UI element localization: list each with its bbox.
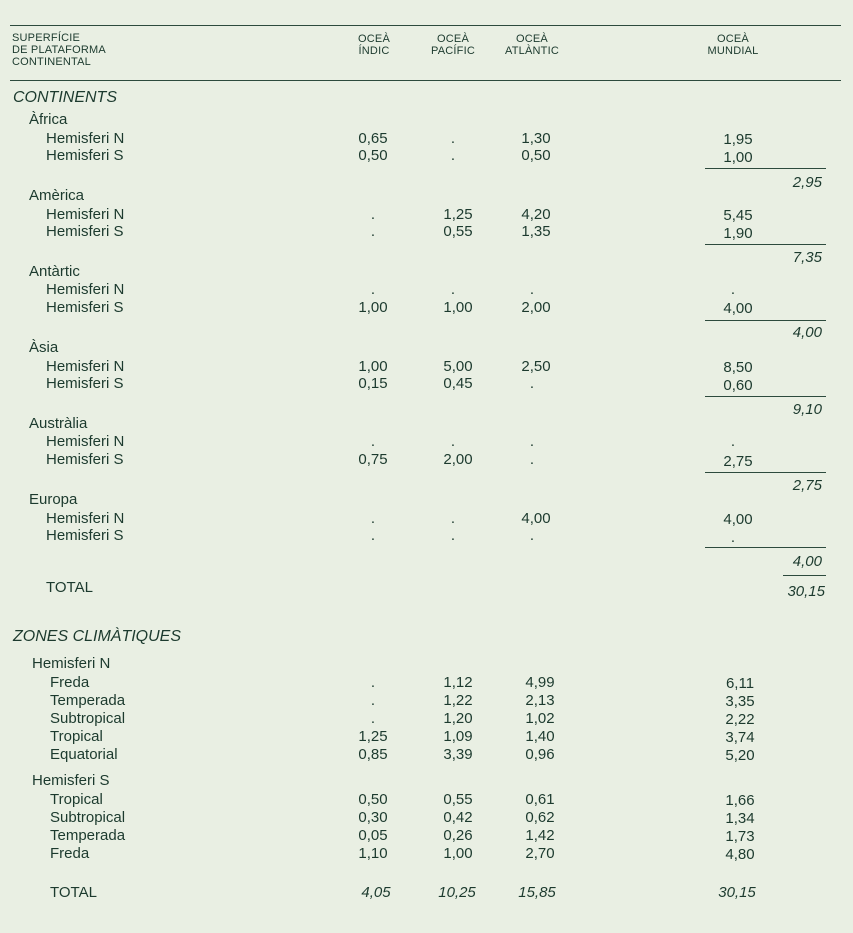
cell-mundial: 3,74 xyxy=(725,729,755,746)
cell-atlantic: 0,62 xyxy=(525,809,555,826)
cell-atlantic: . xyxy=(529,527,535,544)
subtotal-rule xyxy=(705,547,826,548)
cell-indic: 1,00 xyxy=(358,358,388,375)
row-label: Hemisferi S xyxy=(46,527,124,544)
cell-atlantic: 0,50 xyxy=(521,147,551,164)
row-label: Temperada xyxy=(50,692,126,709)
cell-indic: . xyxy=(370,281,376,298)
row-label: Freda xyxy=(50,674,90,691)
cell-indic: 0,30 xyxy=(358,809,388,826)
cell-atlantic: 2,70 xyxy=(525,845,555,862)
cell-indic: . xyxy=(370,674,376,691)
group-name: Àsia xyxy=(29,339,59,356)
header-surface-label: SUPERFÍCIE DE PLATAFORMA CONTINENTAL xyxy=(12,32,106,68)
cell-mundial: 4,00 xyxy=(723,300,753,317)
subtotal-value: 4,00 xyxy=(792,324,822,341)
section-title-continents: CONTINENTS xyxy=(13,89,117,106)
cell-mundial: 0,60 xyxy=(723,377,753,394)
cell-mundial: 6,11 xyxy=(725,675,755,692)
cell-indic: . xyxy=(370,527,376,544)
cell-mundial: 1,34 xyxy=(725,810,755,827)
cell-atlantic: 0,96 xyxy=(525,746,555,763)
row-label: Hemisferi S xyxy=(46,223,124,240)
row-label: Hemisferi S xyxy=(46,451,124,468)
cell-mundial: 1,00 xyxy=(723,149,753,166)
cell-atlantic: . xyxy=(529,375,535,392)
cell-mundial: . xyxy=(730,281,736,298)
cell-pacific: 3,39 xyxy=(443,746,473,763)
cell-pacific: 0,42 xyxy=(443,809,473,826)
subtotal-rule xyxy=(705,320,826,321)
group-name: Hemisferi N xyxy=(32,655,111,672)
cell-atlantic: 1,42 xyxy=(525,827,555,844)
subtotal-rule xyxy=(705,244,826,245)
cell-atlantic: 2,13 xyxy=(525,692,555,709)
cell-atlantic: 4,00 xyxy=(521,510,551,527)
cell-mundial: 4,00 xyxy=(723,511,753,528)
row-label: Hemisferi N xyxy=(46,358,125,375)
cell-indic: 0,65 xyxy=(358,130,388,147)
cell-mundial: 1,73 xyxy=(725,828,755,845)
cell-pacific: 1,00 xyxy=(443,845,473,862)
group-name: Àfrica xyxy=(29,111,68,128)
cell-atlantic: . xyxy=(529,433,535,450)
cell-mundial: 1,95 xyxy=(723,131,753,148)
cell-pacific: . xyxy=(450,147,456,164)
cell-indic: . xyxy=(370,206,376,223)
section-title-zones: ZONES CLIMÀTIQUES xyxy=(13,628,182,645)
cell-pacific: 1,00 xyxy=(443,299,473,316)
cell-pacific: 1,22 xyxy=(443,692,473,709)
cell-pacific: 0,45 xyxy=(443,375,473,392)
cell-pacific: 1,12 xyxy=(443,674,473,691)
cell-indic: 0,05 xyxy=(358,827,388,844)
subtotal-value: 2,75 xyxy=(792,477,822,494)
row-label: Tropical xyxy=(50,728,103,745)
cell-atlantic: 1,30 xyxy=(521,130,551,147)
header-pacific: OCEÀ PACÍFIC xyxy=(431,33,475,57)
cell-pacific: . xyxy=(450,281,456,298)
cell-atlantic: 4,20 xyxy=(521,206,551,223)
cell-mundial: 5,20 xyxy=(725,747,755,764)
cell-pacific: . xyxy=(450,433,456,450)
cell-mundial: 1,90 xyxy=(723,225,753,242)
group-name: Amèrica xyxy=(29,187,85,204)
cell-indic: 0,15 xyxy=(358,375,388,392)
cell-indic: 0,75 xyxy=(358,451,388,468)
cell-atlantic: . xyxy=(529,451,535,468)
cell-pacific: 1,25 xyxy=(443,206,473,223)
subtotal-rule xyxy=(705,472,826,473)
cell-atlantic: 1,02 xyxy=(525,710,555,727)
cell-indic: . xyxy=(370,433,376,450)
total-label: TOTAL xyxy=(46,579,93,596)
cell-pacific: 5,00 xyxy=(443,358,473,375)
cell-indic: 0,50 xyxy=(358,147,388,164)
row-label: Subtropical xyxy=(50,710,126,727)
row-label: Equatorial xyxy=(50,746,118,763)
cell-atlantic: 1,35 xyxy=(521,223,551,240)
cell-pacific: . xyxy=(450,510,456,527)
cell-indic: . xyxy=(370,223,376,240)
cell-mundial: 2,75 xyxy=(723,453,753,470)
cell-pacific: 1,09 xyxy=(443,728,473,745)
row-label: Freda xyxy=(50,845,90,862)
header-bottom-rule xyxy=(10,80,841,81)
total-indic: 4,05 xyxy=(361,884,391,901)
cell-atlantic: . xyxy=(529,281,535,298)
header-indic: OCEÀ ÍNDIC xyxy=(358,33,390,57)
row-label: Hemisferi S xyxy=(46,299,124,316)
cell-indic: . xyxy=(370,510,376,527)
cell-atlantic: 2,00 xyxy=(521,299,551,316)
cell-indic: . xyxy=(370,710,376,727)
subtotal-value: 9,10 xyxy=(792,401,822,418)
row-label: Hemisferi N xyxy=(46,206,125,223)
row-label: Subtropical xyxy=(50,809,126,826)
total-atlantic: 15,85 xyxy=(518,884,556,901)
row-label: Tropical xyxy=(50,791,103,808)
group-name: Europa xyxy=(29,491,78,508)
row-label: Hemisferi N xyxy=(46,510,125,527)
cell-pacific: 2,00 xyxy=(443,451,473,468)
row-label: Hemisferi N xyxy=(46,433,125,450)
cell-indic: 1,25 xyxy=(358,728,388,745)
cell-pacific: 0,55 xyxy=(443,791,473,808)
row-label: Hemisferi S xyxy=(46,147,124,164)
row-label: Hemisferi S xyxy=(46,375,124,392)
cell-atlantic: 4,99 xyxy=(525,674,555,691)
group-name: Antàrtic xyxy=(29,263,80,280)
cell-atlantic: 1,40 xyxy=(525,728,555,745)
row-label: Temperada xyxy=(50,827,126,844)
row-label: Hemisferi N xyxy=(46,281,125,298)
cell-mundial: 4,80 xyxy=(725,846,755,863)
cell-indic: . xyxy=(370,692,376,709)
row-label: Hemisferi N xyxy=(46,130,125,147)
header-atlantic: OCEÀ ATLÀNTIC xyxy=(505,33,559,57)
cell-indic: 1,00 xyxy=(358,299,388,316)
total-mundial: 30,15 xyxy=(718,884,756,901)
cell-mundial: 5,45 xyxy=(723,207,753,224)
subtotal-value: 7,35 xyxy=(792,249,822,266)
subtotal-rule xyxy=(705,168,826,169)
subtotal-rule xyxy=(705,396,826,397)
cell-pacific: 1,20 xyxy=(443,710,473,727)
top-rule xyxy=(10,25,841,26)
cell-mundial: 2,22 xyxy=(725,711,755,728)
cell-indic: 0,50 xyxy=(358,791,388,808)
total-rule xyxy=(783,575,826,576)
cell-indic: 1,10 xyxy=(358,845,388,862)
cell-atlantic: 0,61 xyxy=(525,791,555,808)
total-pacific: 10,25 xyxy=(438,884,476,901)
cell-mundial: 3,35 xyxy=(725,693,755,710)
cell-mundial: . xyxy=(730,529,736,546)
group-name: Hemisferi S xyxy=(32,772,110,789)
cell-indic: 0,85 xyxy=(358,746,388,763)
group-name: Austràlia xyxy=(29,415,88,432)
subtotal-value: 4,00 xyxy=(792,553,822,570)
cell-pacific: . xyxy=(450,527,456,544)
cell-mundial: . xyxy=(730,433,736,450)
header-mundial: OCEÀ MUNDIAL xyxy=(707,33,759,57)
cell-mundial: 8,50 xyxy=(723,359,753,376)
cell-pacific: 0,26 xyxy=(443,827,473,844)
total-value: 30,15 xyxy=(787,583,825,600)
cell-pacific: . xyxy=(450,130,456,147)
subtotal-value: 2,95 xyxy=(792,174,822,191)
cell-pacific: 0,55 xyxy=(443,223,473,240)
cell-mundial: 1,66 xyxy=(725,792,755,809)
total-label: TOTAL xyxy=(50,884,97,901)
cell-atlantic: 2,50 xyxy=(521,358,551,375)
